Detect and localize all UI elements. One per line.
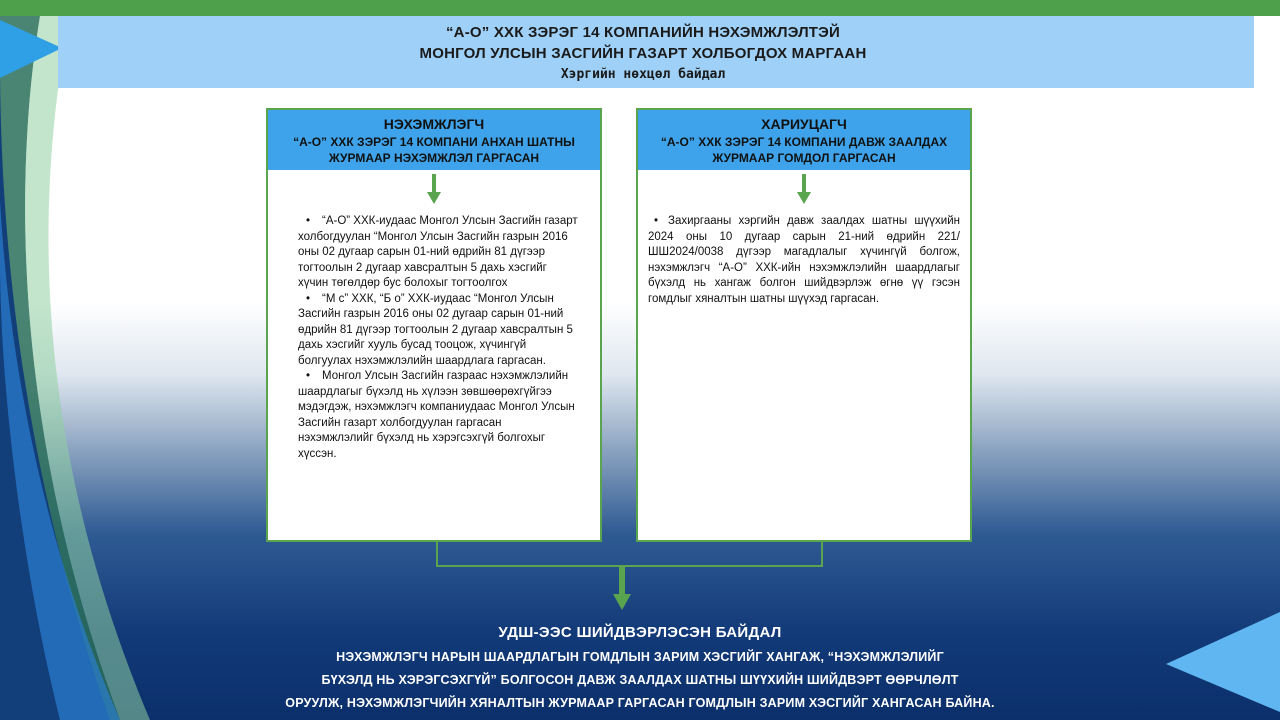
- down-arrow-icon: [797, 174, 811, 204]
- list-item: • Захиргааны хэргийн давж заалдах шатны шүүхийн 2024 оны 10 дугаар сарын 21-ний өдрийн 221/ШШ2024/0038 дүгээр магадлалыг хүчингүй болгож, нэхэмжлэгч “А-О” ХХК-ийн нэхэмжлэлийн шаардлагыг бүхэлд нь хангаж болгон шийдвэрлэж өгнө үү гэсэн гомдлыг хяналтын шатны шүүхэд гаргасан.: [648, 215, 960, 305]
- result-title: УДШ-ЭЭС ШИЙДВЭРЛЭСЭН БАЙДАЛ: [498, 624, 782, 641]
- list-item: • “М с” ХХК, “Б о” ХХК-иудаас “Монгол Улсын Засгийн газрын 2016 оны 02 дугаар сарын 01-ний өдрийн 81 дүгээр тогтоолын 2 дугаар хавсралтын 5 дахь хэсгийг хууль бусад тооцож, хүчингүй болгуулах нэхэмжлэлийн шаардлага гаргасан.: [298, 292, 573, 367]
- respondent-panel: [636, 108, 972, 542]
- plaintiff-bullet-list: [298, 214, 578, 462]
- respondent-bullet-list: [648, 214, 960, 307]
- result-text-line-1: НЭХЭМЖЛЭГЧ НАРЫН ШААРДЛАГЫН ГОМДЛЫН ЗАРИМ ХЭСГИЙГ ХАНГАЖ, “НЭХЭМЖЛЭЛИЙГ: [336, 650, 944, 664]
- respondent-header: [638, 110, 970, 170]
- list-item: • Монгол Улсын Засгийн газраас нэхэмжлэлийн шаардлагыг бүхэлд нь хүлээн зөвшөөрөхгүйгээ мэдэгдэж, нэхэмжлэгч компаниудаас Монгол Улсын Засгийн газарт холбогдуулан гаргасан нэхэмжлэлийг бүхэлд нь хэрэгсэхгүй болгохыг хүссэн.: [298, 370, 575, 460]
- result-text-line-3: ОРУУЛЖ, НЭХЭМЖЛЭГЧИЙН ХЯНАЛТЫН ЖУРМААР ГАРГАСАН ГОМДЛЫН ЗАРИМ ХЭСГИЙГ ХАНГАСАН БАЙНА.: [285, 696, 995, 710]
- plaintiff-description: “А-О” ХХК ЗЭРЭГ 14 КОМПАНИ АНХАН ШАТНЫ ЖУРМААР НЭХЭМЖЛЭЛ ГАРГАСАН: [293, 135, 575, 165]
- plaintiff-heading: НЭХЭМЖЛЭГЧ: [383, 116, 485, 132]
- plaintiff-panel: [266, 108, 602, 542]
- list-item: • “А-О” ХХК-иудаас Монгол Улсын Засгийн газарт холбогдуулан “Монгол Улсын Засгийн газрын 2016 оны 02 дугаар сарын 01-ний өдрийн 81 дүгээр тогтоолын 2 дугаар хавсралтын 5 дахь хэсгийг хүчин төгөлдөр бус болохыг тогтоолгох: [298, 215, 578, 289]
- plaintiff-header: [268, 110, 600, 170]
- title-band: [58, 16, 1254, 88]
- respondent-heading: ХАРИУЦАГЧ: [761, 116, 847, 132]
- page-title-line-1: “А-О” ХХК ЗЭРЭГ 14 КОМПАНИЙН НЭХЭМЖЛЭЛТЭЙ: [445, 24, 841, 41]
- down-arrow-icon: [427, 174, 441, 204]
- page-subtitle: Хэргийн нөхцөл байдал: [560, 67, 726, 82]
- result-text-line-2: БҮХЭЛД НЬ ХЭРЭГСЭХГҮЙ” БОЛГОСОН ДАВЖ ЗААЛДАХ ШАТНЫ ШҮҮХИЙН ШИЙДВЭРТ ӨӨРЧЛӨЛТ: [321, 673, 959, 687]
- page-title-line-2: МОНГОЛ УЛСЫН ЗАСГИЙН ГАЗАРТ ХОЛБОГДОХ МАРГААН: [419, 45, 867, 62]
- respondent-description: “А-О” ХХК ЗЭРЭГ 14 КОМПАНИ ДАВЖ ЗААЛДАХ ЖУРМААР ГОМДОЛ ГАРГАСАН: [660, 135, 948, 165]
